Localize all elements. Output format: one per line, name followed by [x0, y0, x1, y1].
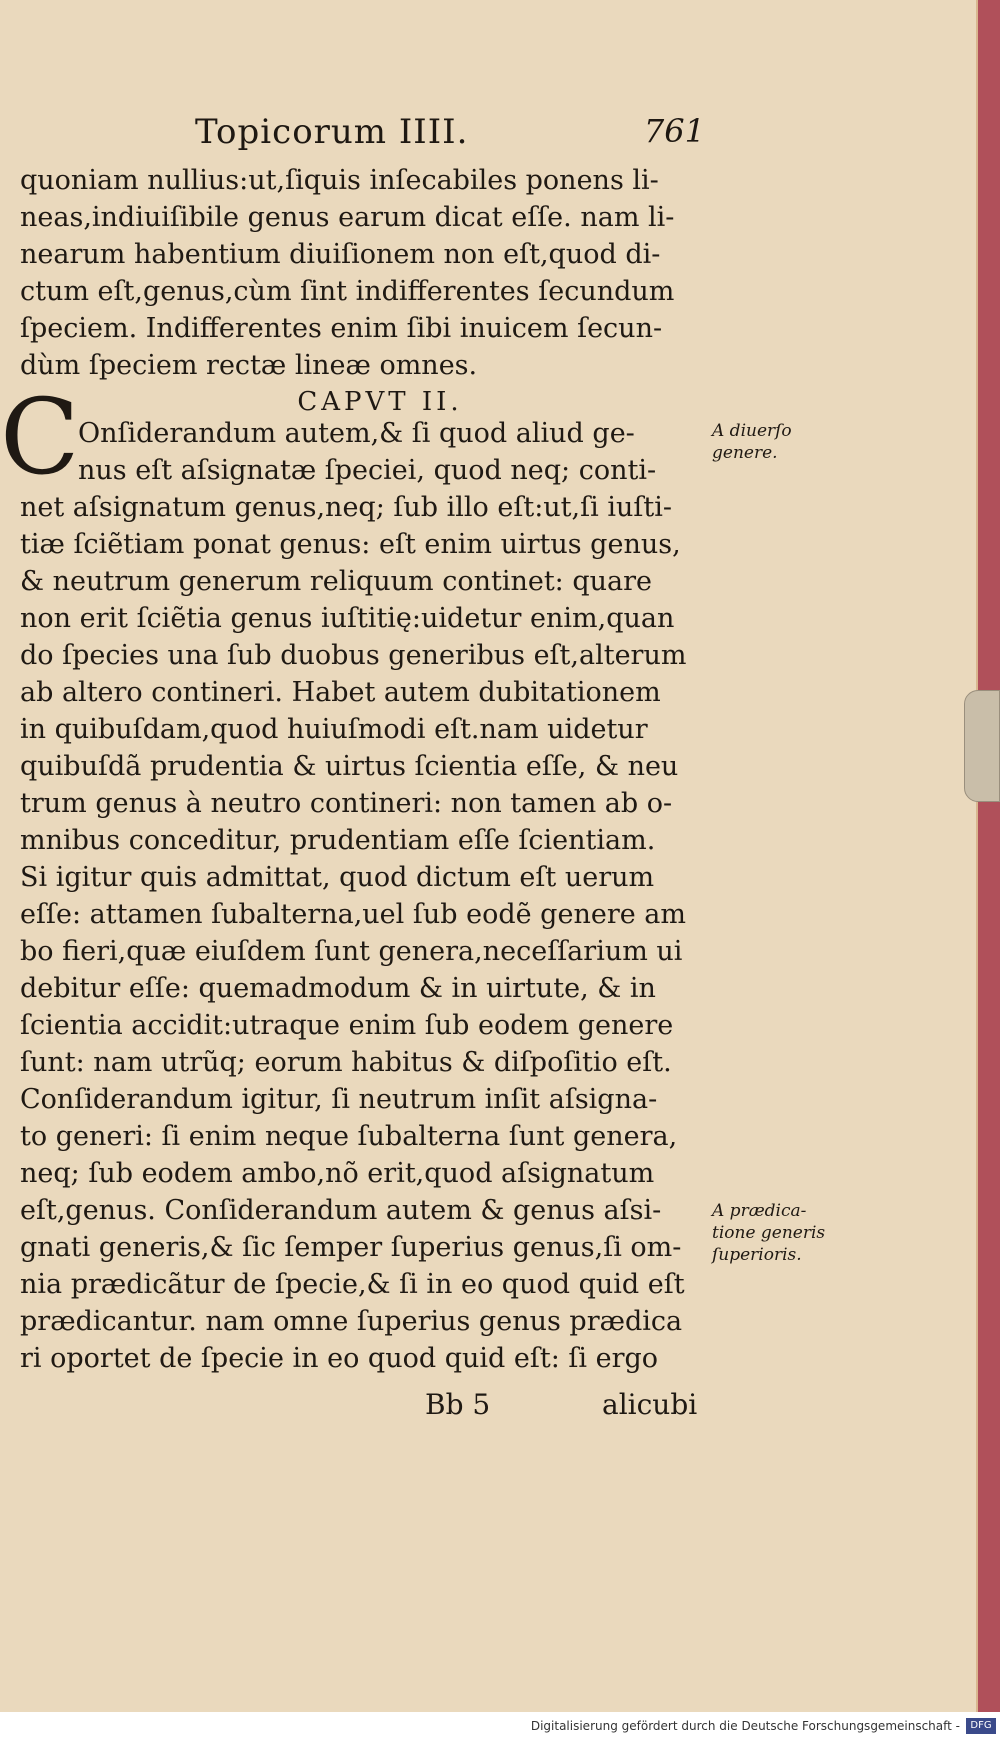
- text-line: in quibuſdam,quod huiuſmodi eſt.nam uidetur: [20, 714, 648, 745]
- drop-capital: C: [0, 376, 80, 498]
- text-line: eſſe: attamen ſubalterna,uel ſub eodẽ genere am: [20, 899, 686, 930]
- running-title: Topicorum IIII.: [195, 112, 469, 152]
- text-line: ſcientia accidit:utraque enim ſub eodem genere: [20, 1010, 674, 1041]
- text-line: & neutrum generum reliquum continet: quare: [20, 566, 653, 597]
- chapter-heading: CAPVT II.: [297, 387, 463, 417]
- marginal-note-line: A prædica-: [712, 1201, 807, 1221]
- text-line: do ſpecies una ſub duobus generibus eſt,alterum: [20, 640, 687, 671]
- text-line: quoniam nullius:ut,ſiquis inſecabiles ponens li-: [20, 165, 659, 196]
- text-line: nearum habentium diuiſionem non eſt,quod di-: [20, 239, 661, 270]
- text-line: quibuſdã prudentia & uirtus ſcientia eſſe, & neu: [20, 751, 679, 782]
- book-binding: [978, 0, 1000, 1712]
- marginal-note-line: genere.: [712, 443, 778, 463]
- text-line: Si igitur quis admittat, quod dictum eſt uerum: [20, 862, 655, 893]
- text-line: net aſsignatum genus,neq; ſub illo eſt:ut,ſi iuſti-: [20, 492, 672, 523]
- text-line: ſunt: nam utrũq; eorum habitus & diſpoſitio eſt.: [20, 1047, 672, 1078]
- text-line: ſpeciem. Indifferentes enim ſibi inuicem ſecun-: [20, 313, 663, 344]
- text-line: nia prædicãtur de ſpecie,& ſi in eo quod quid eſt: [20, 1269, 685, 1300]
- catchword: alicubi: [602, 1388, 698, 1421]
- text-line: prædicantur. nam omne ſuperius genus prædica: [20, 1306, 683, 1337]
- text-line: neas,indiuiſibile genus earum dicat eſſe. nam li-: [20, 202, 675, 233]
- text-line: mnibus conceditur, prudentiam eſſe ſcientiam.: [20, 825, 656, 856]
- text-line: to generi: ſi enim neque ſubalterna ſunt genera,: [20, 1121, 678, 1152]
- digitization-footer: [0, 1712, 1000, 1742]
- text-line: gnati generis,& ſic ſemper ſuperius genus,ſi om-: [20, 1232, 682, 1263]
- text-line: Conſiderandum igitur, ſi neutrum inſit aſsigna-: [20, 1084, 658, 1115]
- marginal-note-diverso: [712, 420, 832, 464]
- marginal-note-line: tione generis: [712, 1223, 826, 1243]
- text-line: nus eſt aſsignatæ ſpeciei, quod neq; conti-: [78, 455, 657, 486]
- marginal-note-praedicatione: [712, 1200, 842, 1266]
- marginal-note-line: ſuperioris.: [712, 1245, 802, 1265]
- text-line: ab altero contineri. Habet autem dubitationem: [20, 677, 661, 708]
- text-line: neq; ſub eodem ambo,nõ erit,quod aſsignatum: [20, 1158, 655, 1189]
- text-line: ctum eſt,genus,cùm ſint indifferentes ſecundum: [20, 276, 675, 307]
- page-number: 761: [643, 112, 705, 150]
- footer-credit: Digitalisierung gefördert durch die Deutsche Forschungsgemeinschaft -: [530, 1719, 960, 1733]
- chapter-body: [20, 489, 710, 1377]
- text-line: ri oportet de ſpecie in eo quod quid eſt: ſi ergo: [20, 1343, 659, 1374]
- clasp-tab: [964, 690, 1000, 802]
- text-line: non erit ſciẽtia genus iuſtitię:uidetur enim,quan: [20, 603, 675, 634]
- text-line: bo fieri,quæ eiuſdem ſunt genera,neceſſarium ui: [20, 936, 683, 967]
- opening-paragraph: [20, 162, 710, 421]
- text-line: tiæ ſciẽtiam ponat genus: eſt enim uirtus genus,: [20, 529, 681, 560]
- text-line: eſt,genus. Conſiderandum autem & genus aſsi-: [20, 1195, 662, 1226]
- signature-line: [0, 1388, 710, 1424]
- signature-mark: Bb 5: [425, 1388, 491, 1421]
- dfg-logo: DFG: [966, 1718, 996, 1734]
- text-line: Onſiderandum autem,& ſi quod aliud ge-: [78, 418, 635, 449]
- marginal-note-line: A diuerſo: [712, 421, 792, 441]
- text-line: trum genus à neutro contineri: non tamen ab o-: [20, 788, 673, 819]
- text-line: debitur eſſe: quemadmodum & in uirtute, & in: [20, 973, 656, 1004]
- chapter-opening-lines: [78, 415, 718, 489]
- text-line: dùm ſpeciem rectæ lineæ omnes.: [20, 350, 478, 381]
- page-header: [195, 112, 705, 154]
